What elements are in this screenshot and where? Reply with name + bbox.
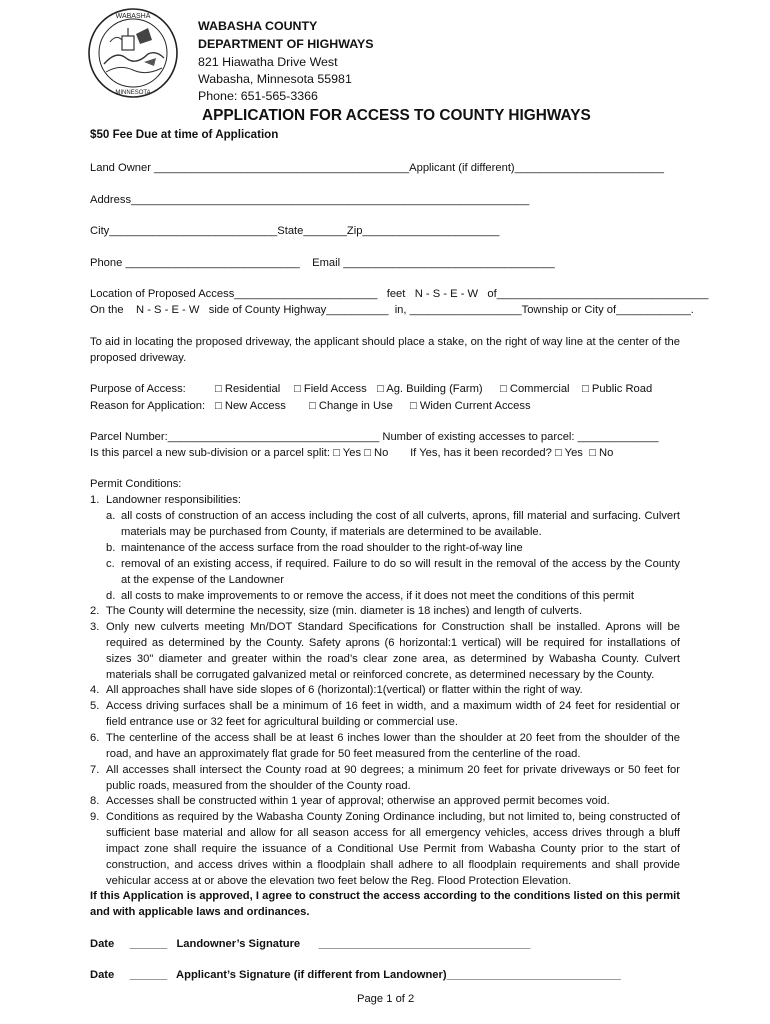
stake-instructions: To aid in locating the proposed driveway, the applicant should place a stake, on the right of way line at the center of the proposed driveway. [90, 336, 680, 364]
county-name: WABASHA COUNTY [198, 19, 318, 33]
condition-text: All accesses shall intersect the County road at 90 degrees; a minimum 20 feet for private driveways or 50 feet for public roads, measured from the shoulder of the County road. [106, 764, 680, 792]
street-address: 821 Hiawatha Drive West [198, 55, 338, 69]
fee-notice: $50 Fee Due at time of Application [90, 128, 279, 141]
applicant-signature-line[interactable]: Date ______ Applicant’s Signature (if different from Landowner)____________________________ [90, 969, 621, 981]
purpose-residential-checkbox[interactable]: □ Residential [215, 383, 281, 395]
condition-text: Only new culverts meeting Mn/DOT Standard Specifications for Construction shall be installed. Aprons will be required as determined by the County. Safety aprons (6 horizontal:1 vertical) will be required for installations of sizes 30" diameter and greater within the road’s clear zone area, as determined by Wabasha County. Culvert materials shall be corrugated galvanized metal or reinforced concrete, as determined necessary by the County. [106, 621, 680, 681]
county-seal-logo [86, 6, 180, 100]
svg-text:MINNESOTA: MINNESOTA [115, 90, 151, 96]
reason-label: Reason for Application: [90, 400, 206, 412]
condition-text: All approaches shall have side slopes of 6 (horizontal):1(vertical) or flatter within the right of way. [106, 684, 583, 696]
page-number: Page 1 of 2 [357, 993, 415, 1005]
parcel-split-question[interactable]: Is this parcel a new sub-division or a parcel split: □ Yes □ No If Yes, has it been recorded? □ Yes □ No [90, 447, 614, 459]
condition-text: Access driving surfaces shall be a minimum of 16 feet in width, and a maximum width of 24 feet for residential or field entrance use or 32 feet for agricultural building or commercial use. [106, 700, 680, 728]
permit-conditions-heading: Permit Conditions: [90, 478, 182, 490]
highway-side-field[interactable]: On the N - S - E - W side of County Highway__________ in, __________________Township or City of____________. [90, 304, 694, 316]
condition-text: The County will determine the necessity, size (min. diameter is 18 inches) and length of culverts. [106, 605, 583, 617]
header-phone: Phone: 651-565-3366 [198, 89, 318, 103]
land-owner-field[interactable]: Land Owner _________________________________________Applicant (if different)________________________ [90, 162, 664, 174]
address-field[interactable]: Address________________________________________________________________ [90, 194, 530, 206]
condition-text: removal of an existing access, if required. Failure to do so will result in the removal of the access by the County at the expense of the Landowner [121, 558, 680, 586]
reason-change-in-use-checkbox[interactable]: □ Change in Use [309, 400, 393, 412]
city-state-zip-field[interactable]: City___________________________State_______Zip______________________ [90, 225, 500, 237]
purpose-field-access-checkbox[interactable]: □ Field Access [294, 383, 367, 395]
condition-text: all costs of construction of an access including the cost of all culverts, aprons, fill material and surfacing. Culvert materials may be purchased from County, if materials are determined to be available. [121, 510, 680, 538]
condition-text: Conditions as required by the Wabasha County Zoning Ordinance including, but not limited to, being constructed of sufficient base material and allow for all season access for all emergency vehicles, access drives through a bluff impact zone shall require the issuance of a Conditional Use Permit from Wabasha County prior to the start of construction, and access drives within a floodplain shall adhere to all floodplain requirements and shall provide vehicular access at or above the elevation two feet below the Reg. Flood Protection Elevation. [106, 811, 680, 887]
purpose-label: Purpose of Access: [90, 383, 186, 395]
agreement-statement: If this Application is approved, I agree to construct the access according to the conditions listed on this permit and with applicable laws and ordinances. [90, 890, 680, 918]
condition-text: Landowner responsibilities: [106, 494, 241, 506]
form-title: APPLICATION FOR ACCESS TO COUNTY HIGHWAYS [202, 107, 591, 124]
parcel-number-field[interactable]: Parcel Number:__________________________________ Number of existing accesses to parcel: _____________ [90, 431, 659, 443]
condition-text: all costs to make improvements to or remove the access, if it does not meet the conditions of this permit [121, 590, 634, 602]
purpose-commercial-checkbox[interactable]: □ Commercial [500, 383, 570, 395]
condition-text: The centerline of the access shall be at least 6 inches lower than the shoulder at 20 feet from the shoulder of the road, and have an approximately flat grade for 50 feet measured from the centerline of the road. [106, 732, 680, 760]
location-field[interactable]: Location of Proposed Access_______________________ feet N - S - E - W of__________________________________ [90, 288, 709, 300]
condition-text: Accesses shall be constructed within 1 year of approval; otherwise an approved permit becomes void. [106, 795, 610, 807]
reason-new-access-checkbox[interactable]: □ New Access [215, 400, 286, 412]
purpose-public-road-checkbox[interactable]: □ Public Road [582, 383, 653, 395]
phone-email-field[interactable]: Phone ____________________________ Email __________________________________ [90, 257, 555, 269]
city-state-zip: Wabasha, Minnesota 55981 [198, 72, 352, 86]
condition-text: maintenance of the access surface from the road shoulder to the right-of-way line [121, 542, 523, 554]
department-name: DEPARTMENT OF HIGHWAYS [198, 37, 374, 51]
reason-widen-access-checkbox[interactable]: □ Widen Current Access [410, 400, 531, 412]
purpose-ag-building-checkbox[interactable]: □ Ag. Building (Farm) [377, 383, 483, 395]
svg-text:WABASHA: WABASHA [115, 13, 151, 20]
condition-number: 1. [90, 494, 100, 506]
landowner-signature-line[interactable]: Date ______ Landowner’s Signature __________________________________ [90, 938, 531, 950]
